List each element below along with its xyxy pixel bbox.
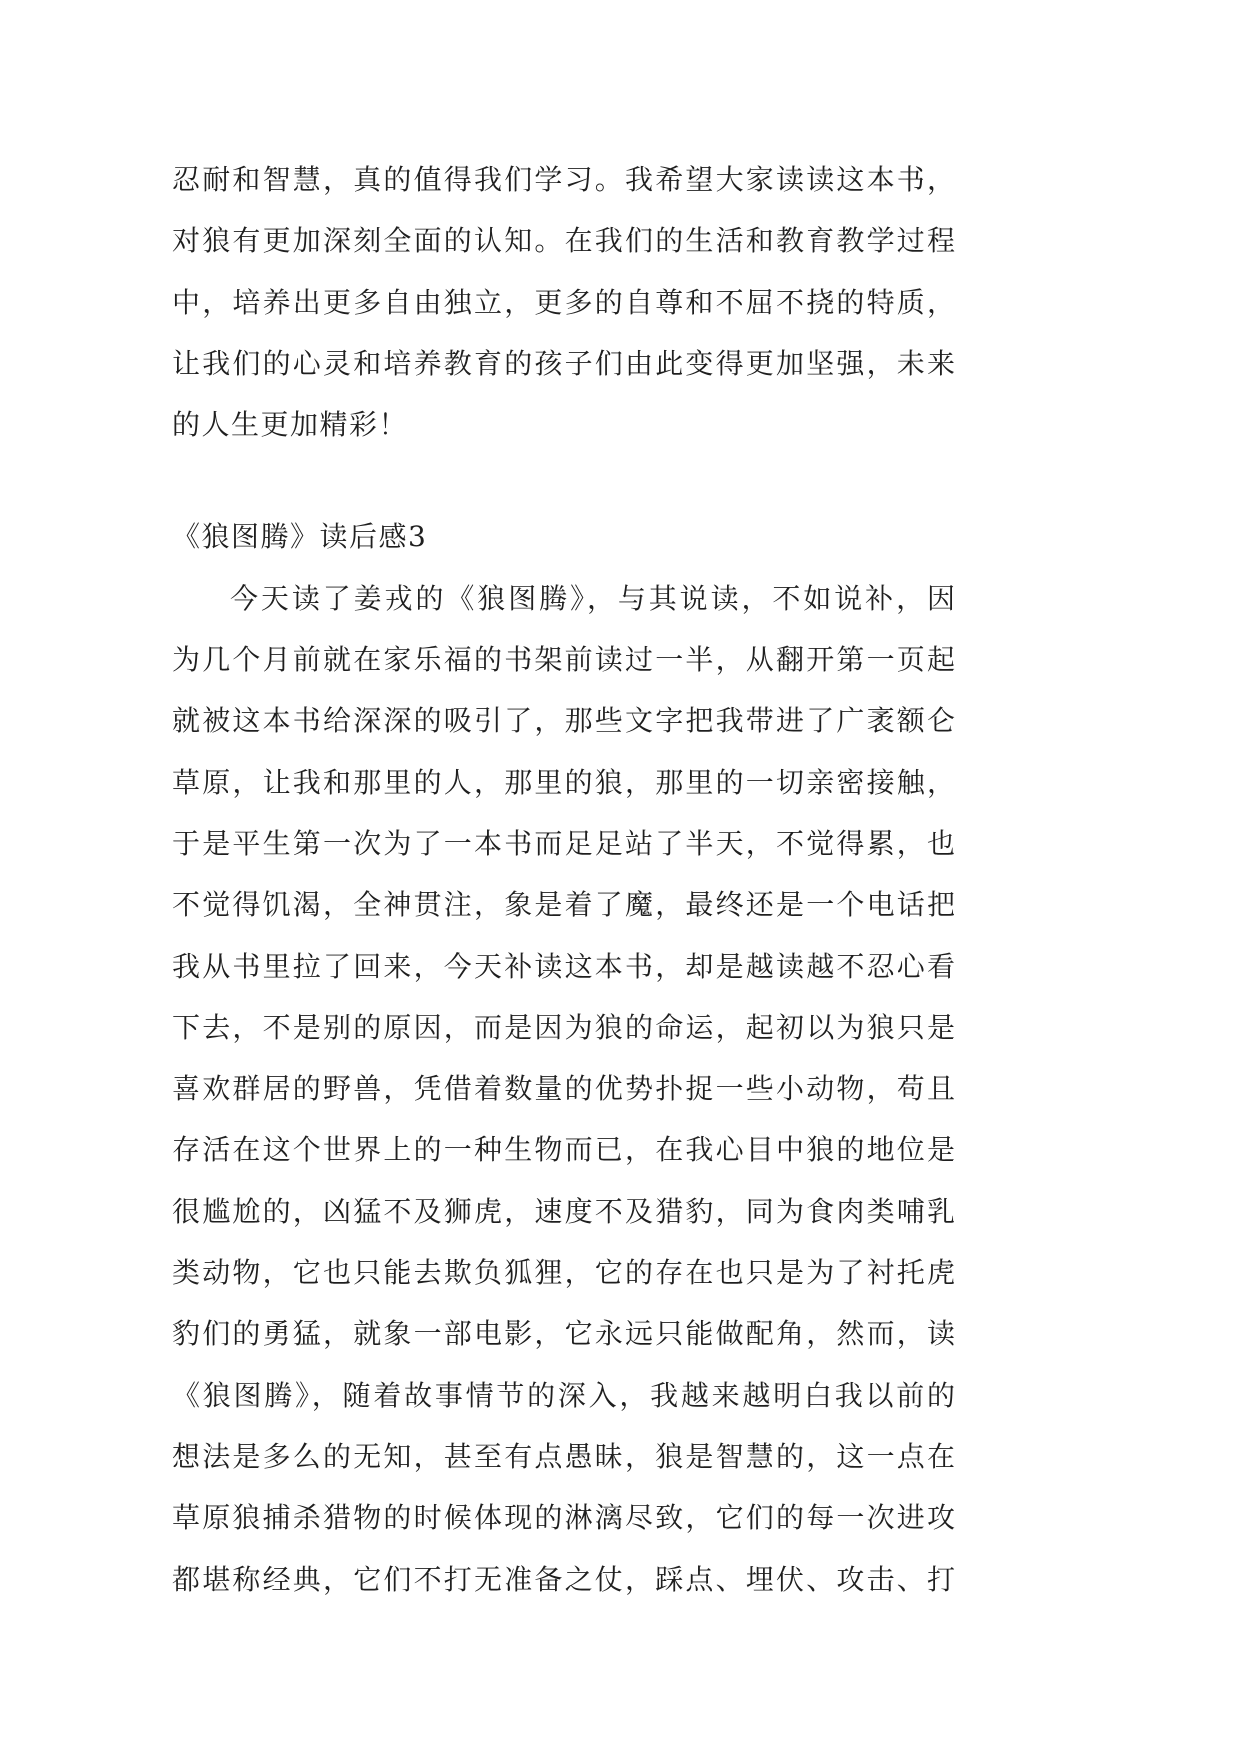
text-line: 就被这本书给深深的吸引了，那些文字把我带进了广袤额仑	[172, 704, 956, 738]
paragraph-2	[172, 568, 956, 1610]
text-line: 类动物，它也只能去欺负狐狸，它的存在也只是为了衬托虎	[172, 1256, 956, 1290]
text-line: 我从书里拉了回来，今天补读这本书，却是越读越不忍心看	[172, 949, 956, 983]
paragraph-1	[172, 149, 956, 455]
text-line: 存活在这个世界上的一种生物而已，在我心目中狼的地位是	[172, 1133, 956, 1167]
text-line: 于是平生第一次为了一本书而足足站了半天，不觉得累，也	[172, 826, 956, 860]
text-line: 草原狼捕杀猎物的时候体现的淋漓尽致，它们的每一次进攻	[172, 1501, 956, 1535]
text-line: 中，培养出更多自由独立，更多的自尊和不屈不挠的特质，	[172, 285, 956, 319]
text-line: 为几个月前就在家乐福的书架前读过一半，从翻开第一页起	[172, 643, 956, 677]
text-line: 下去，不是别的原因，而是因为狼的命运，起初以为狼只是	[172, 1010, 956, 1044]
text-line: 对狼有更加深刻全面的认知。在我们的生活和教育教学过程	[172, 224, 956, 258]
document-body	[172, 149, 956, 1610]
text-line: 豹们的勇猛，就象一部电影，它永远只能做配角，然而，读	[172, 1317, 956, 1351]
text-line: 今天读了姜戎的《狼图腾》，与其说读，不如说补，因	[230, 581, 956, 615]
text-line: 很尴尬的，凶猛不及狮虎，速度不及猎豹，同为食肉类哺乳	[172, 1194, 956, 1228]
text-line: 忍耐和智慧，真的值得我们学习。我希望大家读读这本书，	[172, 163, 956, 196]
text-line: 《狼图腾》，随着故事情节的深入，我越来越明白我以前的	[172, 1378, 956, 1412]
text-line: 让我们的心灵和培养教育的孩子们由此变得更加坚强，未来	[172, 346, 956, 380]
section-heading: 《狼图腾》读后感3	[172, 520, 428, 554]
text-line: 喜欢群居的野兽，凭借着数量的优势扑捉一些小动物，苟且	[172, 1072, 956, 1106]
text-line: 想法是多么的无知，甚至有点愚昧，狼是智慧的，这一点在	[172, 1439, 956, 1473]
text-line: 草原，让我和那里的人，那里的狼，那里的一切亲密接触，	[172, 765, 956, 799]
text-line: 的人生更加精彩！	[172, 408, 409, 442]
text-line: 不觉得饥渴，全神贯注，象是着了魔，最终还是一个电话把	[172, 888, 956, 922]
text-line: 都堪称经典，它们不打无准备之仗，踩点、埋伏、攻击、打	[172, 1562, 956, 1596]
